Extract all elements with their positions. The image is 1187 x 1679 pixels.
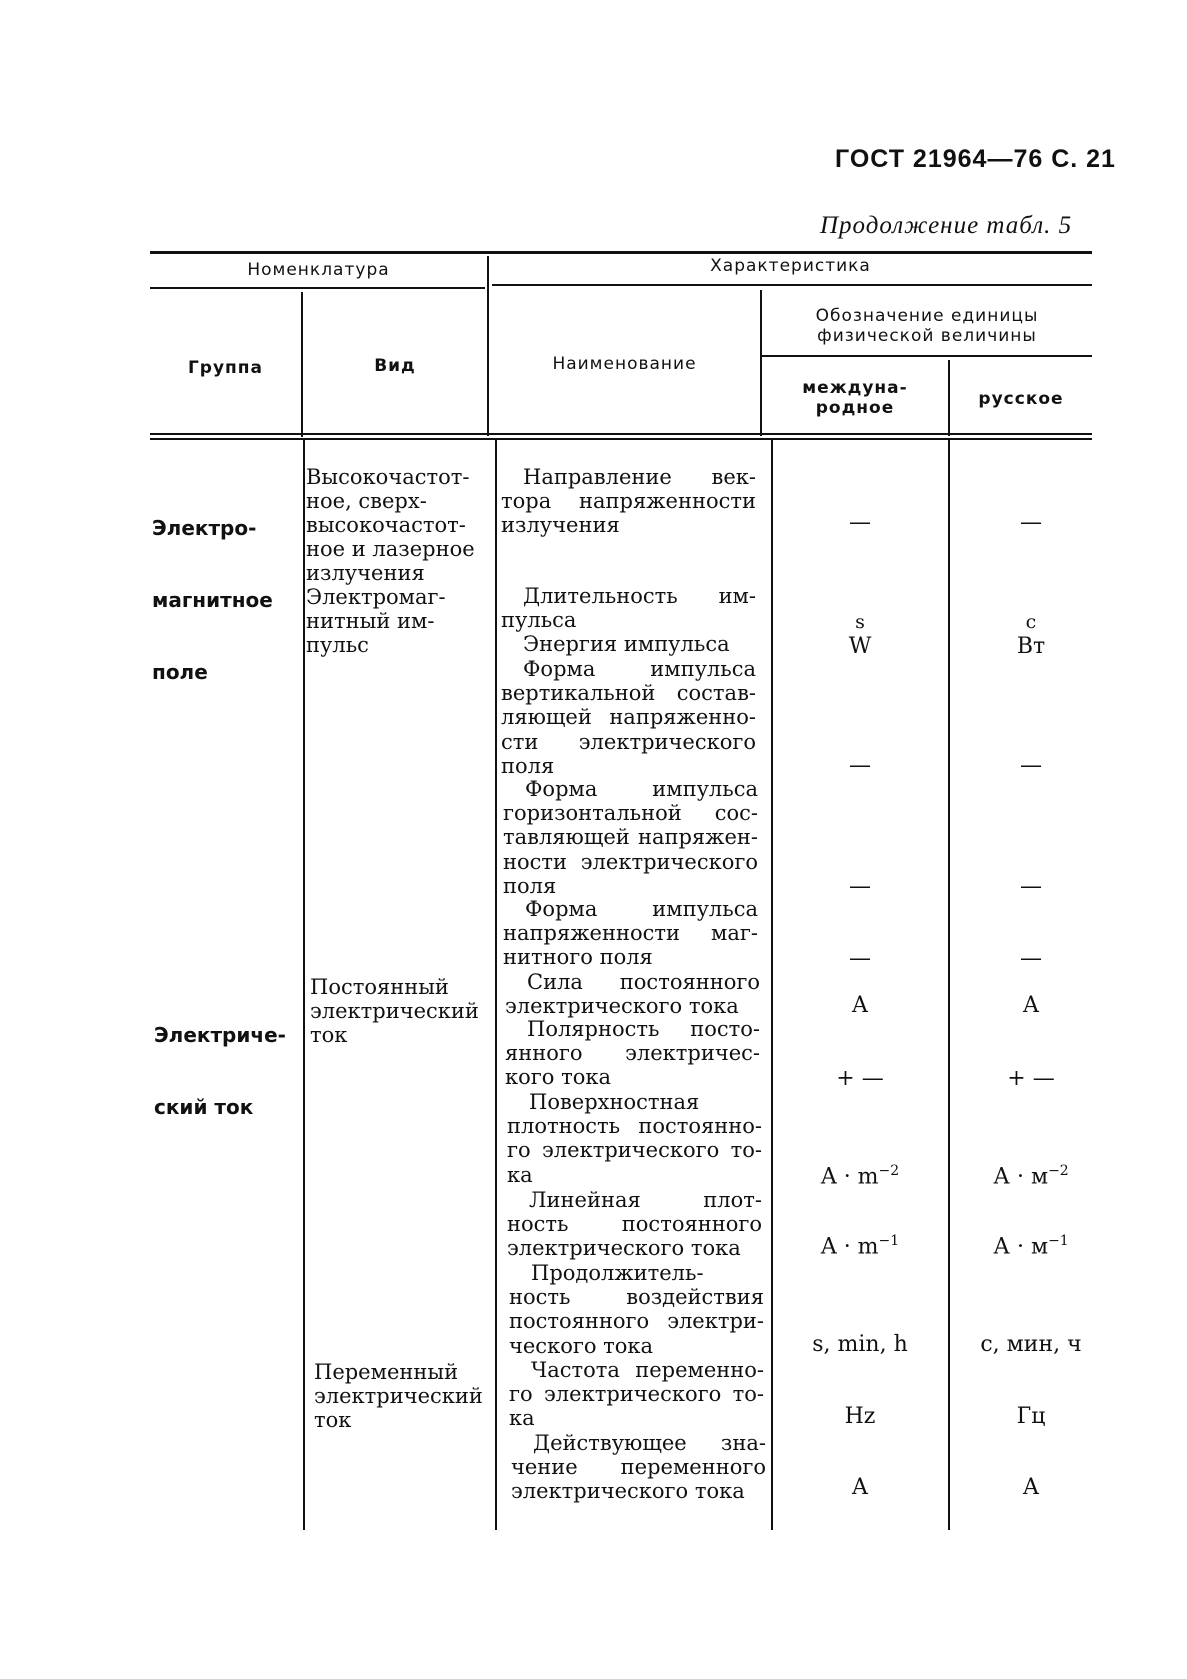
group-line: магнитное — [152, 588, 273, 612]
parameter-name-line: электрического тока — [505, 994, 739, 1019]
symbol-international: A — [852, 993, 868, 1018]
kind-line: ное и лазерное — [306, 537, 475, 561]
parameter-name — [503, 897, 758, 970]
group-line: ский ток — [154, 1095, 254, 1119]
parameter-name-line: Форма импульса — [525, 777, 758, 801]
parameter-name — [509, 1358, 764, 1431]
symbol-international: — — [849, 510, 871, 535]
parameter-name — [509, 1261, 764, 1358]
parameter-name-line: сти электрического — [501, 729, 756, 754]
header-name: Наименование — [552, 354, 697, 374]
header-international — [762, 378, 948, 418]
parameter-name — [505, 970, 760, 1018]
parameter-name-line: го электрического то- — [507, 1138, 762, 1163]
parameter-name-line: Длительность им- — [523, 584, 756, 608]
symbol-international: s — [855, 611, 865, 633]
vline-nomenclature-split — [487, 256, 489, 436]
rule-nomenclature — [150, 287, 485, 289]
kind-line: Переменный — [314, 1360, 459, 1384]
parameter-name-line: ляющей напряженно- — [501, 705, 756, 730]
parameter-name-line: нитного поля — [503, 945, 653, 970]
parameter-name — [501, 465, 756, 538]
symbol-international: A — [852, 1475, 868, 1500]
kind-line: пульс — [306, 633, 369, 657]
symbol-international: — — [849, 874, 871, 899]
header-russian: русское — [978, 389, 1064, 409]
symbol-russian: Вт — [1016, 634, 1046, 659]
kind-line: Высокочастот- — [306, 465, 470, 489]
rule-top — [150, 251, 1092, 254]
symbol-russian: — — [1020, 753, 1042, 778]
kind-hf-radiation-pulse — [306, 465, 475, 657]
parameter-name — [505, 1017, 760, 1090]
parameter-name-line: Продолжитель- — [531, 1261, 704, 1285]
parameter-name-line: Поверхностная — [529, 1090, 700, 1114]
symbol-international: $A \cdot m^{-1}$ — [820, 1233, 900, 1260]
kind-alternating-current — [314, 1360, 483, 1432]
rule-header-bottom-1 — [150, 433, 1092, 435]
rule-header-bottom-2 — [150, 438, 1092, 440]
kind-direct-current — [310, 975, 479, 1047]
parameter-name-line: ка — [507, 1162, 533, 1187]
parameter-name-line: тора напряженности — [501, 489, 756, 514]
symbol-international: — — [849, 946, 871, 971]
header-unit-designation — [762, 306, 1092, 346]
parameter-name — [501, 632, 756, 656]
parameter-name-line: Полярность посто- — [527, 1017, 760, 1041]
header-group: Группа — [187, 358, 264, 378]
symbol-russian: — — [1020, 946, 1042, 971]
header-kind: Вид — [374, 356, 416, 376]
group-electric-current — [154, 975, 286, 1143]
group-line: поле — [152, 660, 208, 684]
kind-line: электрический — [310, 999, 479, 1023]
parameter-name-line: ность воздействия — [509, 1285, 764, 1310]
group-line: Электриче- — [154, 1023, 286, 1047]
header-unit-designation-line2: физической величины — [817, 326, 1037, 346]
symbol-russian: $А \cdot м^{-1}$ — [993, 1233, 1069, 1260]
symbol-international: s, min, h — [812, 1332, 908, 1357]
vline-name-intl — [771, 440, 773, 1530]
kind-line: высокочастот- — [306, 513, 466, 537]
parameter-name-line: горизонтальной сос- — [503, 801, 758, 826]
parameter-name — [503, 777, 758, 898]
header-characteristic: Характеристика — [710, 256, 871, 276]
parameter-name-line: ка — [509, 1406, 535, 1431]
parameter-name — [507, 1090, 762, 1187]
parameter-name-line: Действующее зна- — [533, 1431, 766, 1455]
vline-kind-name — [495, 440, 497, 1530]
parameter-name-line: кого тока — [505, 1065, 611, 1090]
table-continuation-label: Продолжение табл. 5 — [820, 212, 1073, 239]
parameter-name-line: тавляющей напряжен- — [503, 825, 758, 850]
parameter-name-line: ность постоянного — [507, 1212, 762, 1237]
group-line: Электро- — [152, 516, 257, 540]
kind-line: ток — [310, 1023, 348, 1047]
symbol-international: $A \cdot m^{-2}$ — [820, 1163, 900, 1190]
kind-line: нитный им- — [306, 609, 435, 633]
parameter-name-line: ческого тока — [509, 1333, 654, 1358]
parameter-name-line: излучения — [501, 513, 620, 538]
header-unit-designation-line1: Обозначение единицы — [815, 306, 1039, 326]
parameter-name — [511, 1431, 766, 1504]
parameter-name-line: Форма импульса — [525, 897, 758, 921]
symbol-international: Hz — [844, 1404, 876, 1429]
parameter-name-line: чение переменного — [511, 1455, 766, 1480]
parameter-name — [507, 1188, 762, 1261]
parameter-name-line: постоянного электри- — [509, 1309, 764, 1334]
parameter-name — [501, 584, 756, 632]
parameter-name-line: вертикальной состав- — [501, 681, 756, 706]
symbol-russian: А — [1022, 993, 1040, 1018]
parameter-name-line: электрического тока — [507, 1236, 741, 1261]
kind-line: Электромаг- — [306, 585, 446, 609]
symbol-russian: Гц — [1016, 1404, 1046, 1429]
group-electromagnetic-field — [152, 468, 273, 708]
parameter-name-line: Частота переменно- — [531, 1358, 764, 1382]
parameter-name-line: го электрического то- — [509, 1382, 764, 1407]
symbol-russian: с — [1025, 611, 1037, 633]
parameter-name-line: Энергия импульса — [523, 632, 730, 656]
symbol-russian: — — [1020, 510, 1042, 535]
parameter-name — [501, 657, 756, 778]
parameter-name-line: Линейная плот- — [529, 1188, 762, 1212]
symbol-russian: А — [1022, 1475, 1040, 1500]
header-nomenclature: Номенклатура — [247, 260, 390, 280]
parameter-name-line: Сила постоянного — [527, 970, 760, 994]
symbol-russian: + — — [1007, 1066, 1055, 1091]
kind-line: излучения — [306, 561, 425, 585]
page-header-code: ГОСТ 21964—76 С. 21 — [835, 145, 1116, 173]
vline-group-kind — [303, 440, 305, 1530]
kind-line: электрический — [314, 1384, 483, 1408]
symbol-russian: с, мин, ч — [980, 1332, 1082, 1357]
symbol-international: — — [849, 753, 871, 778]
kind-line: ное, сверх- — [306, 489, 427, 513]
symbol-international: W — [848, 634, 872, 659]
parameter-name-line: плотность постоянно- — [507, 1114, 762, 1139]
symbol-russian: — — [1020, 874, 1042, 899]
rule-characteristic — [492, 284, 1092, 286]
parameter-name-line: электрического тока — [511, 1479, 745, 1504]
rule-unit-designation — [762, 355, 1092, 357]
header-international-line1: междуна- — [802, 378, 908, 398]
kind-line: ток — [314, 1408, 352, 1432]
parameter-name-line: Направление век- — [523, 465, 756, 489]
parameter-name-line: напряженности маг- — [503, 921, 758, 946]
parameter-name-line: Форма импульса — [523, 657, 756, 681]
symbol-russian: $А \cdot м^{-2}$ — [993, 1163, 1069, 1190]
vline-intl-rus — [948, 440, 950, 1530]
parameter-name-line: поля — [503, 873, 557, 898]
parameter-name-line: пульса — [501, 608, 577, 633]
header-international-line2: родное — [815, 398, 895, 418]
symbol-international: + — — [836, 1066, 884, 1091]
parameter-name-line: янного электричес- — [505, 1041, 760, 1066]
kind-line: Постоянный — [310, 975, 449, 999]
parameter-name-line: поля — [501, 753, 555, 778]
parameter-name-line: ности электрического — [503, 849, 758, 874]
